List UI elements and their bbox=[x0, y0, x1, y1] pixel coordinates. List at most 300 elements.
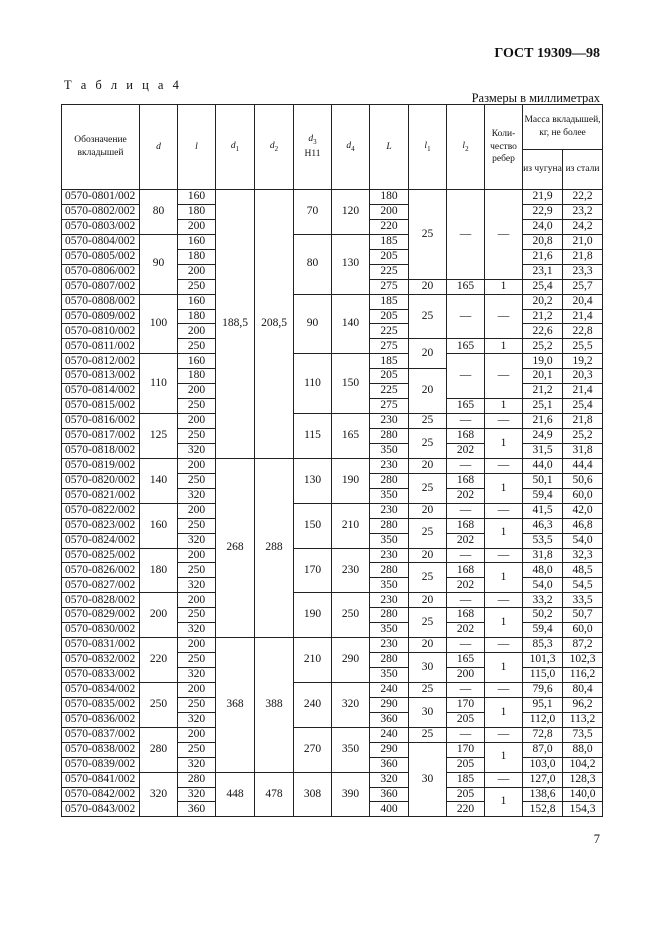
mass-steel-cell: 140,0 bbox=[563, 787, 603, 802]
L-cell: 280 bbox=[370, 518, 409, 533]
designation-cell: 0570-0825/002 bbox=[62, 548, 140, 563]
l-cell: 250 bbox=[178, 429, 216, 444]
mass-steel-cell: 22,2 bbox=[563, 190, 603, 205]
l-cell: 250 bbox=[178, 473, 216, 488]
mass-cast-cell: 95,1 bbox=[523, 697, 563, 712]
ribs-count-cell: — bbox=[485, 727, 523, 742]
mass-cast-cell: 25,2 bbox=[523, 339, 563, 354]
l2-cell: 168 bbox=[447, 563, 485, 578]
mass-steel-cell: 54,5 bbox=[563, 578, 603, 593]
d3-cell: 150 bbox=[294, 503, 332, 548]
designation-cell: 0570-0813/002 bbox=[62, 369, 140, 384]
l2-cell: — bbox=[447, 354, 485, 399]
ribs-count-cell: 1 bbox=[485, 518, 523, 548]
l-cell: 160 bbox=[178, 354, 216, 369]
ribs-count-cell: — bbox=[485, 190, 523, 280]
designation-cell: 0570-0835/002 bbox=[62, 697, 140, 712]
designation-cell: 0570-0831/002 bbox=[62, 638, 140, 653]
d4-cell: 165 bbox=[332, 414, 370, 459]
table-row bbox=[62, 458, 603, 473]
designation-cell: 0570-0811/002 bbox=[62, 339, 140, 354]
l-cell: 160 bbox=[178, 294, 216, 309]
L-cell: 230 bbox=[370, 638, 409, 653]
L-cell: 350 bbox=[370, 578, 409, 593]
ribs-count-cell: 1 bbox=[485, 279, 523, 294]
l-cell: 200 bbox=[178, 727, 216, 742]
designation-cell: 0570-0827/002 bbox=[62, 578, 140, 593]
L-cell: 290 bbox=[370, 697, 409, 712]
ribs-count-cell: — bbox=[485, 593, 523, 608]
l1-cell: 20 bbox=[409, 458, 447, 473]
l2-cell: — bbox=[447, 503, 485, 518]
designation-cell: 0570-0818/002 bbox=[62, 443, 140, 458]
mass-cast-cell: 127,0 bbox=[523, 772, 563, 787]
table-row bbox=[62, 190, 603, 205]
mass-steel-cell: 33,5 bbox=[563, 593, 603, 608]
mass-steel-cell: 46,8 bbox=[563, 518, 603, 533]
l2-cell: — bbox=[447, 458, 485, 473]
l2-cell: — bbox=[447, 294, 485, 339]
l-cell: 320 bbox=[178, 533, 216, 548]
mass-steel-cell: 25,5 bbox=[563, 339, 603, 354]
col-d1: $d_1$ bbox=[216, 105, 255, 190]
designation-cell: 0570-0817/002 bbox=[62, 429, 140, 444]
designation-cell: 0570-0808/002 bbox=[62, 294, 140, 309]
table-row bbox=[62, 593, 603, 608]
page-number: 7 bbox=[593, 832, 600, 846]
L-cell: 230 bbox=[370, 593, 409, 608]
table-row bbox=[62, 414, 603, 429]
l-cell: 180 bbox=[178, 369, 216, 384]
mass-steel-cell: 24,2 bbox=[563, 219, 603, 234]
mass-cast-cell: 79,6 bbox=[523, 682, 563, 697]
L-cell: 275 bbox=[370, 279, 409, 294]
mass-cast-cell: 59,4 bbox=[523, 488, 563, 503]
l2-cell: 168 bbox=[447, 473, 485, 488]
d-cell: 250 bbox=[140, 682, 178, 727]
d4-cell: 250 bbox=[332, 593, 370, 638]
mass-cast-cell: 72,8 bbox=[523, 727, 563, 742]
ribs-count-cell: 1 bbox=[485, 787, 523, 817]
designation-cell: 0570-0838/002 bbox=[62, 742, 140, 757]
L-cell: 240 bbox=[370, 727, 409, 742]
designation-cell: 0570-0821/002 bbox=[62, 488, 140, 503]
l2-cell: 202 bbox=[447, 578, 485, 593]
l2-cell: 202 bbox=[447, 533, 485, 548]
designation-cell: 0570-0802/002 bbox=[62, 204, 140, 219]
mass-cast-cell: 50,2 bbox=[523, 608, 563, 623]
d3-cell: 115 bbox=[294, 414, 332, 459]
mass-cast-cell: 21,2 bbox=[523, 384, 563, 399]
ribs-count-cell: 1 bbox=[485, 473, 523, 503]
L-cell: 230 bbox=[370, 548, 409, 563]
designation-cell: 0570-0829/002 bbox=[62, 608, 140, 623]
designation-cell: 0570-0822/002 bbox=[62, 503, 140, 518]
designation-cell: 0570-0828/002 bbox=[62, 593, 140, 608]
d1-cell: 448 bbox=[216, 772, 255, 817]
l-cell: 320 bbox=[178, 578, 216, 593]
L-cell: 280 bbox=[370, 429, 409, 444]
L-cell: 220 bbox=[370, 219, 409, 234]
l-cell: 200 bbox=[178, 638, 216, 653]
l-cell: 180 bbox=[178, 249, 216, 264]
l2-cell: 202 bbox=[447, 623, 485, 638]
col-ribs: Коли-чество ребер bbox=[485, 105, 523, 190]
d3-cell: 70 bbox=[294, 190, 332, 235]
designation-cell: 0570-0816/002 bbox=[62, 414, 140, 429]
l-cell: 200 bbox=[178, 414, 216, 429]
L-cell: 360 bbox=[370, 757, 409, 772]
l2-cell: — bbox=[447, 727, 485, 742]
l1-cell: 20 bbox=[409, 503, 447, 518]
dimensions-table bbox=[61, 104, 603, 817]
L-cell: 275 bbox=[370, 339, 409, 354]
col-designation: Обозначение вкладышей bbox=[62, 105, 140, 190]
l-cell: 200 bbox=[178, 593, 216, 608]
l1-cell: 25 bbox=[409, 294, 447, 339]
d4-cell: 350 bbox=[332, 727, 370, 772]
d3-cell: 90 bbox=[294, 294, 332, 354]
ribs-count-cell: — bbox=[485, 682, 523, 697]
mass-cast-cell: 21,2 bbox=[523, 309, 563, 324]
mass-cast-cell: 112,0 bbox=[523, 712, 563, 727]
d1-cell: 268 bbox=[216, 458, 255, 637]
mass-cast-cell: 19,0 bbox=[523, 354, 563, 369]
l-cell: 250 bbox=[178, 279, 216, 294]
table-row bbox=[62, 354, 603, 369]
l1-cell: 20 bbox=[409, 369, 447, 414]
d-cell: 200 bbox=[140, 593, 178, 638]
L-cell: 350 bbox=[370, 533, 409, 548]
mass-steel-cell: 23,2 bbox=[563, 204, 603, 219]
l2-cell: 200 bbox=[447, 668, 485, 683]
mass-steel-cell: 73,5 bbox=[563, 727, 603, 742]
L-cell: 230 bbox=[370, 458, 409, 473]
l-cell: 250 bbox=[178, 742, 216, 757]
l2-cell: — bbox=[447, 682, 485, 697]
l2-cell: 168 bbox=[447, 518, 485, 533]
d4-cell: 120 bbox=[332, 190, 370, 235]
l-cell: 320 bbox=[178, 443, 216, 458]
L-cell: 320 bbox=[370, 772, 409, 787]
ribs-count-cell: — bbox=[485, 548, 523, 563]
L-cell: 350 bbox=[370, 623, 409, 638]
designation-cell: 0570-0841/002 bbox=[62, 772, 140, 787]
l2-cell: 205 bbox=[447, 757, 485, 772]
l-cell: 200 bbox=[178, 548, 216, 563]
col-mass-steel: из стали bbox=[563, 150, 603, 190]
units-note: Размеры в миллиметрах bbox=[471, 91, 600, 105]
l1-cell: 25 bbox=[409, 518, 447, 548]
col-d4: $d_4$ bbox=[332, 105, 370, 190]
l1-cell: 20 bbox=[409, 593, 447, 608]
mass-steel-cell: 21,0 bbox=[563, 234, 603, 249]
designation-cell: 0570-0805/002 bbox=[62, 249, 140, 264]
d3-cell: 80 bbox=[294, 234, 332, 294]
designation-cell: 0570-0823/002 bbox=[62, 518, 140, 533]
L-cell: 280 bbox=[370, 653, 409, 668]
mass-cast-cell: 31,5 bbox=[523, 443, 563, 458]
d-cell: 140 bbox=[140, 458, 178, 503]
l1-cell: 20 bbox=[409, 339, 447, 369]
l2-cell: 220 bbox=[447, 802, 485, 817]
l-cell: 280 bbox=[178, 772, 216, 787]
mass-cast-cell: 152,8 bbox=[523, 802, 563, 817]
designation-cell: 0570-0814/002 bbox=[62, 384, 140, 399]
mass-cast-cell: 44,0 bbox=[523, 458, 563, 473]
l1-cell: 25 bbox=[409, 190, 447, 280]
l2-cell: 205 bbox=[447, 787, 485, 802]
d4-cell: 150 bbox=[332, 354, 370, 414]
mass-cast-cell: 20,2 bbox=[523, 294, 563, 309]
l2-cell: 202 bbox=[447, 443, 485, 458]
table-row bbox=[62, 772, 603, 787]
designation-cell: 0570-0843/002 bbox=[62, 802, 140, 817]
ribs-count-cell: 1 bbox=[485, 399, 523, 414]
l1-cell: 25 bbox=[409, 682, 447, 697]
col-L: L bbox=[370, 105, 409, 190]
d2-cell: 288 bbox=[255, 458, 294, 637]
L-cell: 180 bbox=[370, 190, 409, 205]
designation-cell: 0570-0801/002 bbox=[62, 190, 140, 205]
l-cell: 200 bbox=[178, 384, 216, 399]
d3-cell: 210 bbox=[294, 638, 332, 683]
designation-cell: 0570-0812/002 bbox=[62, 354, 140, 369]
ribs-count-cell: — bbox=[485, 458, 523, 473]
l-cell: 250 bbox=[178, 697, 216, 712]
mass-cast-cell: 53,5 bbox=[523, 533, 563, 548]
L-cell: 225 bbox=[370, 264, 409, 279]
L-cell: 275 bbox=[370, 399, 409, 414]
l2-cell: — bbox=[447, 190, 485, 280]
mass-steel-cell: 21,8 bbox=[563, 414, 603, 429]
l-cell: 250 bbox=[178, 653, 216, 668]
d-cell: 320 bbox=[140, 772, 178, 817]
L-cell: 205 bbox=[370, 369, 409, 384]
mass-steel-cell: 96,2 bbox=[563, 697, 603, 712]
mass-steel-cell: 25,2 bbox=[563, 429, 603, 444]
mass-cast-cell: 22,6 bbox=[523, 324, 563, 339]
ribs-count-cell: — bbox=[485, 638, 523, 653]
l1-cell: 30 bbox=[409, 697, 447, 727]
L-cell: 360 bbox=[370, 712, 409, 727]
d2-cell: 478 bbox=[255, 772, 294, 817]
L-cell: 205 bbox=[370, 249, 409, 264]
mass-cast-cell: 59,4 bbox=[523, 623, 563, 638]
mass-cast-cell: 115,0 bbox=[523, 668, 563, 683]
table-row bbox=[62, 727, 603, 742]
l2-cell: — bbox=[447, 593, 485, 608]
designation-cell: 0570-0837/002 bbox=[62, 727, 140, 742]
mass-cast-cell: 101,3 bbox=[523, 653, 563, 668]
col-d: d bbox=[140, 105, 178, 190]
mass-steel-cell: 116,2 bbox=[563, 668, 603, 683]
L-cell: 225 bbox=[370, 384, 409, 399]
d1-cell: 368 bbox=[216, 638, 255, 772]
designation-cell: 0570-0806/002 bbox=[62, 264, 140, 279]
mass-steel-cell: 102,3 bbox=[563, 653, 603, 668]
d4-cell: 210 bbox=[332, 503, 370, 548]
table-row bbox=[62, 503, 603, 518]
d3-cell: 190 bbox=[294, 593, 332, 638]
l-cell: 200 bbox=[178, 264, 216, 279]
mass-cast-cell: 21,9 bbox=[523, 190, 563, 205]
mass-steel-cell: 80,4 bbox=[563, 682, 603, 697]
mass-steel-cell: 21,4 bbox=[563, 384, 603, 399]
designation-cell: 0570-0803/002 bbox=[62, 219, 140, 234]
l1-cell: 25 bbox=[409, 414, 447, 429]
L-cell: 350 bbox=[370, 668, 409, 683]
l-cell: 250 bbox=[178, 563, 216, 578]
L-cell: 280 bbox=[370, 608, 409, 623]
L-cell: 280 bbox=[370, 563, 409, 578]
l-cell: 200 bbox=[178, 324, 216, 339]
ribs-count-cell: 1 bbox=[485, 697, 523, 727]
L-cell: 280 bbox=[370, 473, 409, 488]
ribs-count-cell: — bbox=[485, 503, 523, 518]
mass-cast-cell: 48,0 bbox=[523, 563, 563, 578]
l1-cell: 25 bbox=[409, 563, 447, 593]
d-cell: 180 bbox=[140, 548, 178, 593]
mass-cast-cell: 20,8 bbox=[523, 234, 563, 249]
mass-cast-cell: 25,1 bbox=[523, 399, 563, 414]
mass-steel-cell: 21,8 bbox=[563, 249, 603, 264]
d2-cell: 388 bbox=[255, 638, 294, 772]
ribs-count-cell: 1 bbox=[485, 429, 523, 459]
mass-steel-cell: 113,2 bbox=[563, 712, 603, 727]
d4-cell: 320 bbox=[332, 682, 370, 727]
l1-cell: 25 bbox=[409, 727, 447, 742]
mass-steel-cell: 50,6 bbox=[563, 473, 603, 488]
designation-cell: 0570-0810/002 bbox=[62, 324, 140, 339]
d3-cell: 270 bbox=[294, 727, 332, 772]
ribs-count-cell: — bbox=[485, 294, 523, 339]
ribs-count-cell: — bbox=[485, 414, 523, 429]
d3-cell: 130 bbox=[294, 458, 332, 503]
L-cell: 230 bbox=[370, 503, 409, 518]
standard-header: ГОСТ 19309—98 bbox=[494, 46, 600, 61]
L-cell: 350 bbox=[370, 488, 409, 503]
l-cell: 250 bbox=[178, 518, 216, 533]
l-cell: 200 bbox=[178, 682, 216, 697]
L-cell: 200 bbox=[370, 204, 409, 219]
mass-steel-cell: 54,0 bbox=[563, 533, 603, 548]
designation-cell: 0570-0824/002 bbox=[62, 533, 140, 548]
l2-cell: 205 bbox=[447, 712, 485, 727]
mass-steel-cell: 25,4 bbox=[563, 399, 603, 414]
d4-cell: 140 bbox=[332, 294, 370, 354]
mass-steel-cell: 31,8 bbox=[563, 443, 603, 458]
d4-cell: 230 bbox=[332, 548, 370, 593]
l1-cell: 25 bbox=[409, 473, 447, 503]
l-cell: 200 bbox=[178, 458, 216, 473]
ribs-count-cell: — bbox=[485, 772, 523, 787]
mass-cast-cell: 50,1 bbox=[523, 473, 563, 488]
d-cell: 100 bbox=[140, 294, 178, 354]
l-cell: 250 bbox=[178, 608, 216, 623]
designation-cell: 0570-0819/002 bbox=[62, 458, 140, 473]
l1-cell: 25 bbox=[409, 608, 447, 638]
L-cell: 400 bbox=[370, 802, 409, 817]
l1-cell: 20 bbox=[409, 638, 447, 653]
d4-cell: 390 bbox=[332, 772, 370, 817]
table-row bbox=[62, 682, 603, 697]
l-cell: 320 bbox=[178, 787, 216, 802]
l-cell: 250 bbox=[178, 339, 216, 354]
designation-cell: 0570-0807/002 bbox=[62, 279, 140, 294]
mass-steel-cell: 21,4 bbox=[563, 309, 603, 324]
d3-cell: 170 bbox=[294, 548, 332, 593]
d-cell: 280 bbox=[140, 727, 178, 772]
col-mass: Масса вкладышей, кг, не более bbox=[523, 105, 603, 150]
l-cell: 200 bbox=[178, 219, 216, 234]
l2-cell: 165 bbox=[447, 653, 485, 668]
d4-cell: 190 bbox=[332, 458, 370, 503]
mass-cast-cell: 24,9 bbox=[523, 429, 563, 444]
mass-cast-cell: 33,2 bbox=[523, 593, 563, 608]
designation-cell: 0570-0839/002 bbox=[62, 757, 140, 772]
ribs-count-cell: 1 bbox=[485, 608, 523, 638]
d4-cell: 290 bbox=[332, 638, 370, 683]
d-cell: 220 bbox=[140, 638, 178, 683]
mass-cast-cell: 23,1 bbox=[523, 264, 563, 279]
L-cell: 350 bbox=[370, 443, 409, 458]
table-caption: Т а б л и ц а 4 bbox=[64, 78, 182, 92]
mass-cast-cell: 103,0 bbox=[523, 757, 563, 772]
d3-cell: 240 bbox=[294, 682, 332, 727]
l1-cell: 30 bbox=[409, 742, 447, 817]
table-body bbox=[62, 190, 603, 817]
mass-cast-cell: 54,0 bbox=[523, 578, 563, 593]
L-cell: 205 bbox=[370, 309, 409, 324]
l-cell: 180 bbox=[178, 204, 216, 219]
L-cell: 225 bbox=[370, 324, 409, 339]
designation-cell: 0570-0836/002 bbox=[62, 712, 140, 727]
l2-cell: 185 bbox=[447, 772, 485, 787]
d-cell: 125 bbox=[140, 414, 178, 459]
designation-cell: 0570-0826/002 bbox=[62, 563, 140, 578]
d-cell: 160 bbox=[140, 503, 178, 548]
l-cell: 160 bbox=[178, 190, 216, 205]
L-cell: 360 bbox=[370, 787, 409, 802]
col-l2: $l_2$ bbox=[447, 105, 485, 190]
mass-steel-cell: 48,5 bbox=[563, 563, 603, 578]
l-cell: 320 bbox=[178, 757, 216, 772]
designation-cell: 0570-0820/002 bbox=[62, 473, 140, 488]
designation-cell: 0570-0833/002 bbox=[62, 668, 140, 683]
mass-steel-cell: 88,0 bbox=[563, 742, 603, 757]
l2-cell: — bbox=[447, 414, 485, 429]
l2-cell: 168 bbox=[447, 429, 485, 444]
l2-cell: — bbox=[447, 548, 485, 563]
l1-cell: 25 bbox=[409, 429, 447, 459]
L-cell: 185 bbox=[370, 294, 409, 309]
col-mass-cast: из чугуна bbox=[523, 150, 563, 190]
L-cell: 230 bbox=[370, 414, 409, 429]
ribs-count-cell: — bbox=[485, 354, 523, 399]
mass-steel-cell: 60,0 bbox=[563, 623, 603, 638]
l2-cell: — bbox=[447, 638, 485, 653]
mass-steel-cell: 42,0 bbox=[563, 503, 603, 518]
mass-steel-cell: 20,3 bbox=[563, 369, 603, 384]
designation-cell: 0570-0830/002 bbox=[62, 623, 140, 638]
d3-cell: 308 bbox=[294, 772, 332, 817]
mass-steel-cell: 128,3 bbox=[563, 772, 603, 787]
ribs-count-cell: 1 bbox=[485, 742, 523, 772]
col-l1: $l_1$ bbox=[409, 105, 447, 190]
l-cell: 360 bbox=[178, 802, 216, 817]
col-l: l bbox=[178, 105, 216, 190]
